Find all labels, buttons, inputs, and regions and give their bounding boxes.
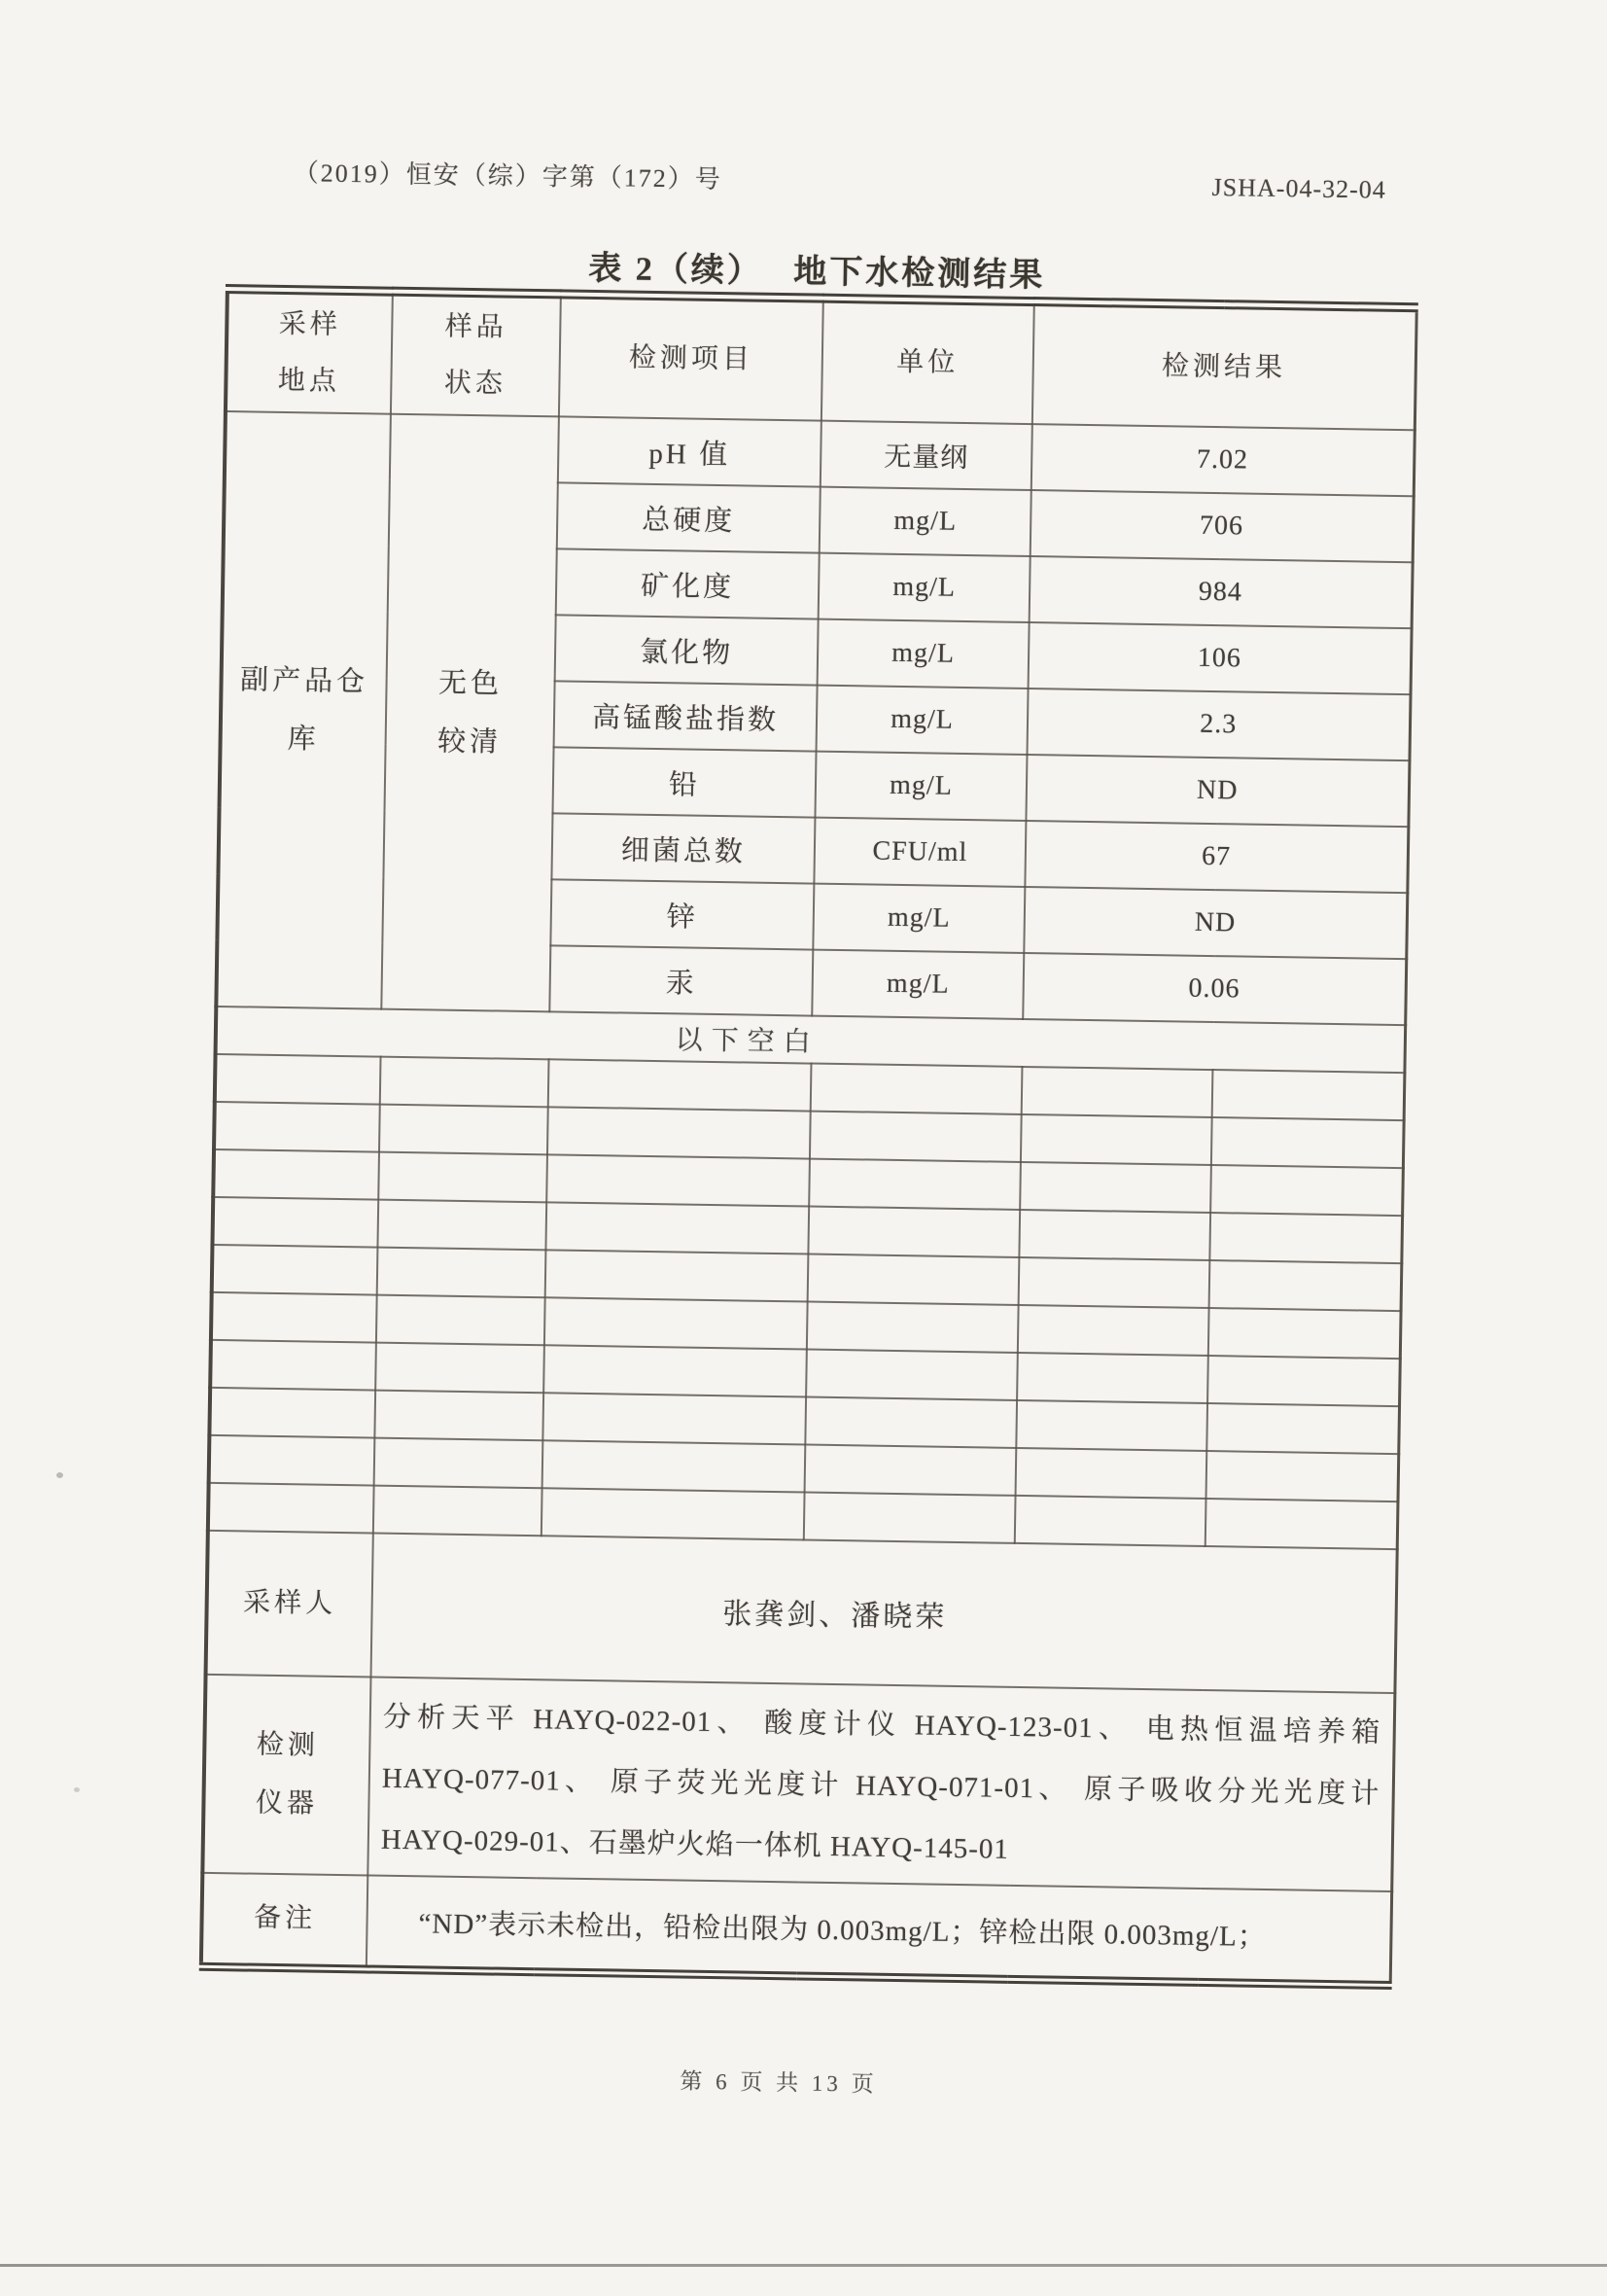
empty-cell bbox=[1015, 1496, 1206, 1546]
test-item-cell: 铅 bbox=[552, 747, 816, 817]
blank-note: 以下空白 bbox=[216, 1007, 1406, 1073]
empty-cell bbox=[376, 1295, 545, 1346]
empty-cell bbox=[542, 1440, 806, 1492]
remark-value: “ND”表示未检出，铅检出限为 0.003mg/L；锌检出限 0.003mg/L； bbox=[367, 1876, 1391, 1986]
empty-cell bbox=[1206, 1451, 1399, 1501]
document-number: （2019）恒安（综）字第（172）号 bbox=[293, 159, 722, 194]
empty-cell bbox=[379, 1105, 548, 1155]
table-header bbox=[226, 289, 1416, 430]
instruments-label: 检测 仪器 bbox=[202, 1675, 370, 1876]
sample-state-value: 无色 较清 bbox=[381, 414, 559, 1012]
empty-cell bbox=[213, 1149, 379, 1200]
empty-cell bbox=[544, 1297, 808, 1349]
empty-cell bbox=[811, 1064, 1023, 1114]
groundwater-results-table bbox=[199, 284, 1418, 1990]
instruments-row bbox=[202, 1675, 1394, 1891]
empty-cell bbox=[210, 1340, 376, 1391]
empty-cell bbox=[212, 1245, 378, 1295]
empty-cell bbox=[1209, 1213, 1402, 1263]
instruments-line-3: HAYQ-029-01、石墨炉火焰一体机 HAYQ-145-01 bbox=[380, 1823, 1010, 1865]
empty-cell bbox=[805, 1445, 1017, 1496]
empty-cell bbox=[1205, 1499, 1398, 1549]
unit-cell: 无量纲 bbox=[821, 421, 1032, 490]
empty-cell bbox=[1017, 1353, 1208, 1403]
empty-cell bbox=[808, 1207, 1020, 1257]
empty-cell bbox=[374, 1438, 543, 1489]
header-row bbox=[226, 289, 1416, 430]
unit-cell: mg/L bbox=[820, 487, 1031, 556]
empty-cell bbox=[808, 1254, 1020, 1305]
empty-cell bbox=[209, 1435, 375, 1486]
empty-cell bbox=[543, 1345, 807, 1396]
footer-rows-body bbox=[201, 1531, 1397, 1985]
empty-cell bbox=[1206, 1403, 1399, 1454]
unit-cell: mg/L bbox=[815, 752, 1027, 821]
empty-cell bbox=[806, 1350, 1018, 1400]
header-sample-state: 样品 状态 bbox=[391, 292, 561, 417]
instruments-line-2: HAYQ-077-01、 原子荧光光度计 HAYQ-071-01、 原子吸收分光光度计 bbox=[381, 1762, 1380, 1810]
empty-cell bbox=[1211, 1117, 1404, 1168]
test-item-cell: 汞 bbox=[549, 945, 813, 1015]
form-code: JSHA-04-32-04 bbox=[1211, 172, 1387, 204]
scan-bottom-edge bbox=[0, 2264, 1607, 2267]
empty-cell bbox=[805, 1397, 1017, 1448]
result-cell: 706 bbox=[1031, 490, 1414, 562]
results-body bbox=[216, 411, 1414, 1025]
test-item-cell: 高锰酸盐指数 bbox=[554, 681, 818, 751]
header-sampling-location: 采样 地点 bbox=[226, 289, 393, 414]
result-cell: 7.02 bbox=[1031, 424, 1415, 496]
result-cell: 984 bbox=[1030, 556, 1413, 628]
scan-speck bbox=[56, 1472, 63, 1478]
unit-cell: mg/L bbox=[818, 619, 1030, 689]
empty-cell bbox=[374, 1391, 543, 1441]
empty-cell bbox=[215, 1054, 381, 1105]
result-cell: 2.3 bbox=[1027, 689, 1410, 760]
empty-cell bbox=[209, 1388, 375, 1438]
empty-cell bbox=[211, 1292, 377, 1343]
page-number: 第 6 页 共 13 页 bbox=[680, 2068, 878, 2097]
empty-cell bbox=[1020, 1162, 1211, 1213]
empty-cell bbox=[1019, 1210, 1210, 1260]
empty-cell bbox=[208, 1483, 374, 1534]
empty-cell bbox=[546, 1154, 810, 1206]
result-cell: 67 bbox=[1025, 821, 1408, 893]
empty-cell bbox=[1022, 1067, 1213, 1117]
empty-cell bbox=[212, 1197, 378, 1248]
remark-row bbox=[201, 1873, 1391, 1985]
sampler-row bbox=[206, 1531, 1397, 1693]
test-item-cell: 锌 bbox=[550, 879, 814, 949]
empty-cell bbox=[1207, 1356, 1400, 1406]
empty-cell bbox=[1018, 1305, 1209, 1356]
empty-cell bbox=[373, 1486, 542, 1537]
result-cell: ND bbox=[1026, 755, 1409, 827]
header-test-result: 检测结果 bbox=[1032, 301, 1416, 430]
empty-cell bbox=[807, 1302, 1019, 1353]
test-item-cell: 氯化物 bbox=[555, 615, 819, 685]
instruments-value bbox=[367, 1678, 1394, 1892]
empty-cell bbox=[214, 1102, 380, 1152]
empty-cell bbox=[375, 1343, 544, 1394]
result-cell: ND bbox=[1024, 887, 1407, 959]
sampling-location-value: 副产品仓 库 bbox=[216, 411, 391, 1009]
empty-cell bbox=[1016, 1448, 1207, 1499]
unit-cell: mg/L bbox=[813, 884, 1025, 953]
test-item-cell: 细菌总数 bbox=[551, 813, 815, 883]
test-item-cell: 矿化度 bbox=[556, 548, 820, 618]
unit-cell: CFU/ml bbox=[814, 818, 1026, 887]
empty-cell bbox=[542, 1393, 806, 1444]
test-item-cell: pH 值 bbox=[558, 416, 821, 486]
empty-cell bbox=[377, 1248, 546, 1298]
empty-cell bbox=[541, 1488, 805, 1539]
page-title: 表 2（续） 地下水检测结果 bbox=[588, 250, 1046, 295]
empty-cell bbox=[380, 1057, 549, 1108]
header-unit: 单位 bbox=[821, 299, 1034, 424]
header-test-item: 检测项目 bbox=[559, 294, 823, 420]
empty-cell bbox=[810, 1112, 1022, 1162]
test-item-cell: 总硬度 bbox=[557, 482, 821, 552]
empty-cell bbox=[377, 1200, 546, 1251]
empty-cell bbox=[1209, 1260, 1402, 1311]
result-cell: 0.06 bbox=[1023, 953, 1406, 1025]
empty-grid-body bbox=[208, 1054, 1405, 1549]
empty-cell bbox=[804, 1493, 1016, 1543]
empty-cell bbox=[1016, 1400, 1207, 1451]
empty-cell bbox=[548, 1059, 812, 1111]
remark-label: 备注 bbox=[201, 1873, 367, 1969]
empty-cell bbox=[378, 1152, 547, 1203]
sampler-label: 采样人 bbox=[206, 1531, 373, 1678]
empty-cell bbox=[1208, 1308, 1401, 1359]
sampler-value: 张龚剑、潘晓荣 bbox=[371, 1534, 1397, 1694]
empty-cell bbox=[545, 1250, 809, 1301]
empty-cell bbox=[1210, 1165, 1403, 1216]
empty-cell bbox=[1021, 1114, 1212, 1165]
empty-cell bbox=[547, 1107, 811, 1158]
empty-cell bbox=[809, 1159, 1021, 1210]
empty-cell bbox=[1212, 1070, 1405, 1120]
unit-cell: mg/L bbox=[817, 686, 1029, 755]
result-cell: 106 bbox=[1029, 622, 1412, 694]
unit-cell: mg/L bbox=[812, 950, 1024, 1019]
empty-cell bbox=[1019, 1257, 1210, 1308]
scan-speck bbox=[74, 1787, 80, 1792]
instruments-line-1: 分析天平 HAYQ-022-01、 酸度计仪 HAYQ-123-01、 电热恒温培养箱 bbox=[382, 1701, 1381, 1748]
empty-cell bbox=[545, 1202, 809, 1254]
unit-cell: mg/L bbox=[819, 553, 1031, 622]
